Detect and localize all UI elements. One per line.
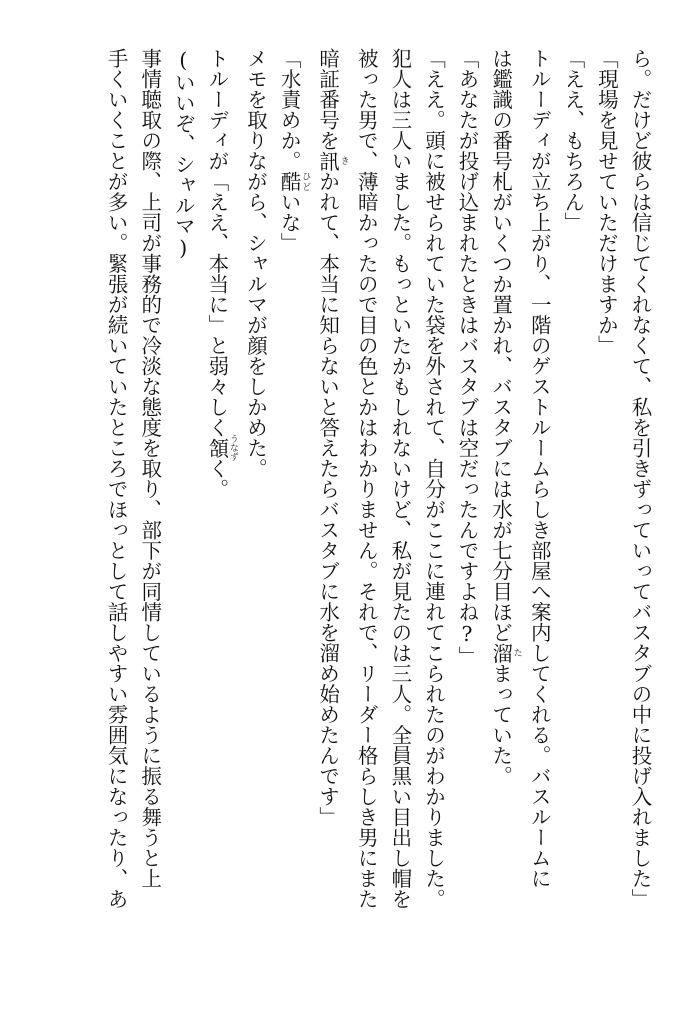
text-line-4: トルーディが立ち上がり、一階のゲストルームらしき部屋へ案内してくれる。バスルームに: [527, 48, 552, 889]
text-line-13: [199, 48, 238, 978]
text-line-11-main: 「水責めか。: [277, 48, 302, 171]
text-line-8: 犯人は三人いました。もっといたかもしれないけど、私が見たのは三人。全員黒い目出し帽を: [387, 48, 412, 909]
vertical-text-block: [99, 48, 657, 978]
ruby-reading-hido: ひど: [300, 171, 311, 192]
text-line-12: メモを取りながら、シャルマが顔をしかめた。: [243, 48, 268, 479]
text-line-5-tail: まっていた。: [488, 663, 513, 786]
text-line-10-tail: かれて、本当に知らないと答えたらバスタブに水を溜め始めたんです」: [315, 171, 340, 827]
text-line-1: ら。だけど彼らは信じてくれなくて、私を引きずっていってバスタブの中に投げ入れました」: [628, 48, 652, 909]
text-line-15: 事情聴取の際、上司が事務的で冷淡な態度を取り、部下が同情しているように振る舞うと上: [137, 48, 162, 889]
ruby-reading-ki: き: [338, 150, 349, 171]
text-line-13-main: トルーディが「ええ、本当に」と弱々しく: [204, 48, 229, 438]
ruby-kikarete: 訊 き: [315, 150, 349, 171]
text-line-3: 「ええ、もちろん」: [560, 48, 585, 233]
text-line-16: 手くいくことが多い。緊張が続いていたところでほっとして話しやすい雰囲気になったり、あ: [104, 48, 129, 909]
ruby-hidoi: 酷 ひど: [277, 171, 311, 192]
ruby-tamatte: 溜 た: [488, 642, 522, 663]
text-line-11-tail: いな」: [277, 191, 302, 253]
text-line-10: [310, 48, 349, 978]
text-line-10-main: 暗証番号を: [315, 48, 340, 151]
text-line-6: 「あなたが投げ込まれたときはバスタブは空だったんですよね?」: [455, 48, 480, 667]
text-line-14: (いいぞ、シャルマ): [171, 48, 196, 260]
text-line-9: 被った男で、薄暗かったので目の色とかはわかりません。それで、リーダー格らしき男にまた: [354, 48, 379, 909]
text-line-7: 「ええ。頭に被せられていた袋を外されて、自分がここに連れてこられたのがわかりました。: [421, 48, 446, 909]
ruby-reading-unazu: うなず: [227, 434, 238, 462]
ruby-reading-ta: た: [511, 642, 522, 663]
text-line-5: [483, 48, 522, 978]
text-line-5-main: は鑑識の番号札がいくつか置かれ、バスタブには水が七分目ほど: [488, 48, 513, 643]
text-line-13-tail: く。: [204, 458, 229, 499]
text-line-2: 「現場を見せていただけますか」: [594, 48, 619, 356]
ruby-unazuku: 頷 うなず: [204, 434, 238, 462]
text-line-11: [271, 48, 310, 978]
